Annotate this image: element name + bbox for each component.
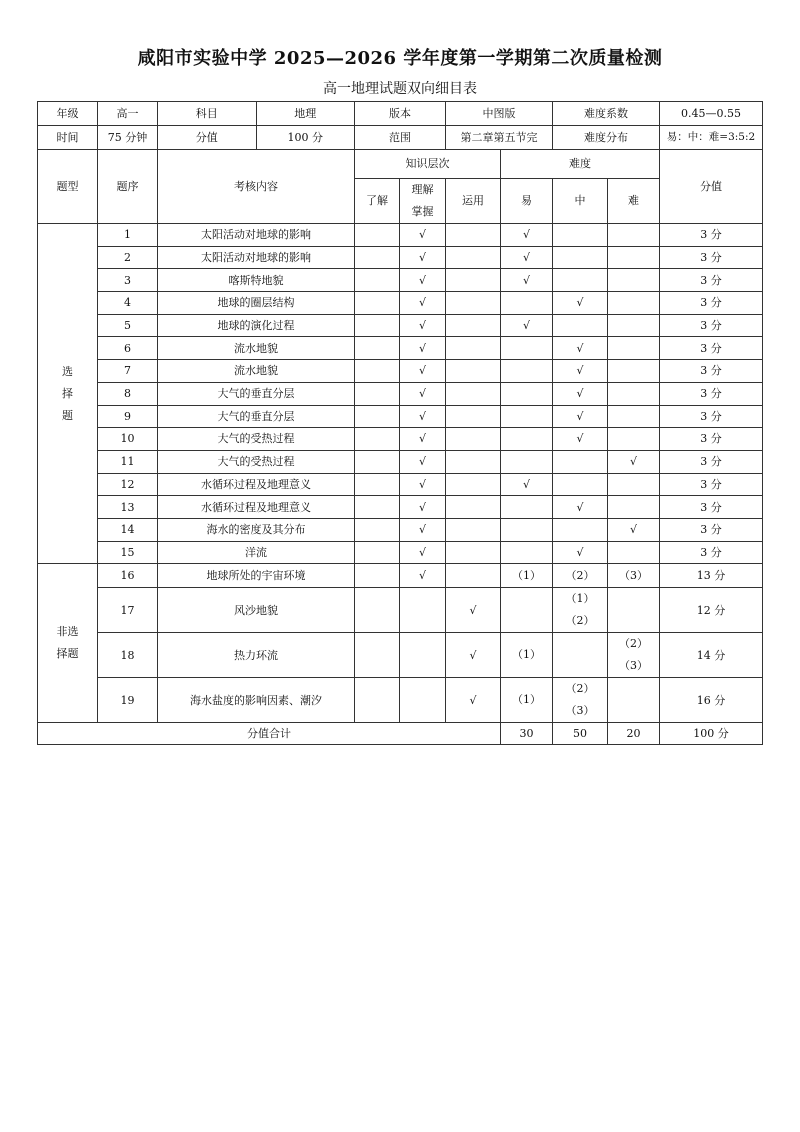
score-cell: 3 分 — [660, 541, 763, 564]
question-number: 19 — [98, 678, 158, 723]
question-content: 大气的受热过程 — [158, 450, 355, 473]
table-row — [38, 246, 763, 269]
empty-cell — [355, 496, 400, 519]
empty-cell — [553, 473, 608, 496]
question-number: 15 — [98, 541, 158, 564]
empty-cell — [501, 405, 553, 428]
difficulty-parts — [553, 588, 608, 633]
info-cell: 年级 — [38, 102, 98, 126]
question-content: 流水地貌 — [158, 337, 355, 360]
empty-cell — [446, 473, 501, 496]
score-cell: 3 分 — [660, 360, 763, 383]
info-cell: 版本 — [355, 102, 446, 126]
empty-cell — [355, 541, 400, 564]
empty-cell — [608, 224, 660, 247]
empty-cell — [553, 450, 608, 473]
empty-cell — [553, 269, 608, 292]
check-mark: √ — [553, 382, 608, 405]
header-difficulty: 难度 — [501, 150, 660, 179]
empty-cell — [501, 518, 553, 541]
empty-cell — [355, 450, 400, 473]
empty-cell — [446, 292, 501, 315]
empty-cell — [553, 246, 608, 269]
header-content: 考核内容 — [158, 150, 355, 224]
score-cell: 3 分 — [660, 518, 763, 541]
table-row — [38, 314, 763, 337]
table-row — [38, 292, 763, 315]
empty-cell — [355, 360, 400, 383]
table-body — [38, 102, 763, 745]
difficulty-parts — [608, 633, 660, 678]
sub-question-label: （1） — [512, 648, 541, 662]
info-cell-score-value: 100 分 — [287, 130, 323, 144]
header-comprehend — [400, 179, 446, 224]
empty-cell — [608, 360, 660, 383]
table-row — [38, 633, 763, 678]
check-mark: √ — [501, 246, 553, 269]
check-mark: √ — [400, 246, 446, 269]
score-cell: 3 分 — [660, 269, 763, 292]
check-mark: √ — [400, 360, 446, 383]
check-mark: √ — [553, 337, 608, 360]
total-row — [38, 723, 763, 745]
question-number: 9 — [98, 405, 158, 428]
question-content: 海水的密度及其分布 — [158, 518, 355, 541]
empty-cell — [446, 564, 501, 588]
question-number: 11 — [98, 450, 158, 473]
question-number: 5 — [98, 314, 158, 337]
question-number: 2 — [98, 246, 158, 269]
question-number: 4 — [98, 292, 158, 315]
info-cell-subject-label: 科目 — [158, 102, 257, 125]
difficulty-parts — [608, 588, 660, 633]
difficulty-parts — [501, 564, 553, 588]
empty-cell — [355, 633, 400, 678]
empty-cell — [446, 428, 501, 451]
score-cell: 3 分 — [660, 337, 763, 360]
check-mark: √ — [553, 405, 608, 428]
group-label-char: 择 — [62, 386, 73, 400]
empty-cell — [608, 428, 660, 451]
score-cell: 13 分 — [660, 564, 763, 588]
group-label-char: 选 — [62, 364, 73, 378]
specification-table — [37, 101, 763, 745]
sub-question-label: （1） — [512, 693, 541, 707]
empty-cell — [501, 337, 553, 360]
empty-cell — [501, 450, 553, 473]
question-content: 地球所处的宇宙环境 — [158, 564, 355, 588]
sub-question-label: （3） — [619, 568, 648, 582]
score-cell: 3 分 — [660, 473, 763, 496]
header-comprehend-line2: 掌握 — [411, 205, 434, 218]
empty-cell — [608, 473, 660, 496]
score-cell: 3 分 — [660, 428, 763, 451]
info-cell: 75 分钟 — [98, 126, 158, 150]
question-number: 16 — [98, 564, 158, 588]
header-easy: 易 — [501, 179, 553, 224]
header-type: 题型 — [38, 150, 98, 224]
question-content: 洋流 — [158, 541, 355, 564]
check-mark: √ — [446, 588, 501, 633]
check-mark: √ — [400, 564, 446, 588]
header-comprehend-line1: 理解 — [411, 183, 434, 196]
question-content: 喀斯特地貌 — [158, 269, 355, 292]
info-cell: 中图版 — [446, 102, 553, 126]
info-cell — [158, 126, 355, 150]
empty-cell — [608, 292, 660, 315]
info-cell-score-label: 分值 — [158, 126, 257, 149]
question-number: 17 — [98, 588, 158, 633]
header-medium: 中 — [553, 179, 608, 224]
check-mark: √ — [400, 269, 446, 292]
score-cell: 3 分 — [660, 292, 763, 315]
question-content: 水循环过程及地理意义 — [158, 496, 355, 519]
question-number: 1 — [98, 224, 158, 247]
empty-cell — [501, 360, 553, 383]
score-cell: 3 分 — [660, 405, 763, 428]
sub-question-label: （2） — [565, 568, 595, 582]
table-row — [38, 678, 763, 723]
table-row — [38, 269, 763, 292]
check-mark: √ — [400, 405, 446, 428]
empty-cell — [355, 588, 400, 633]
question-content: 太阳活动对地球的影响 — [158, 224, 355, 247]
question-content: 大气的垂直分层 — [158, 382, 355, 405]
difficulty-parts — [608, 678, 660, 723]
table-subtitle: 高一地理试题双向细目表 — [323, 81, 477, 97]
check-mark: √ — [553, 496, 608, 519]
question-content: 地球的演化过程 — [158, 314, 355, 337]
question-content: 地球的圈层结构 — [158, 292, 355, 315]
empty-cell — [501, 292, 553, 315]
empty-cell — [355, 564, 400, 588]
question-number: 6 — [98, 337, 158, 360]
question-number: 7 — [98, 360, 158, 383]
question-number: 12 — [98, 473, 158, 496]
question-number: 14 — [98, 518, 158, 541]
question-number: 10 — [98, 428, 158, 451]
check-mark: √ — [608, 450, 660, 473]
table-row — [38, 360, 763, 383]
empty-cell — [501, 428, 553, 451]
check-mark: √ — [553, 541, 608, 564]
empty-cell — [355, 224, 400, 247]
empty-cell — [355, 678, 400, 723]
empty-cell — [355, 314, 400, 337]
question-content: 水循环过程及地理意义 — [158, 473, 355, 496]
empty-cell — [400, 588, 446, 633]
total-score: 100 分 — [660, 723, 763, 745]
question-number: 13 — [98, 496, 158, 519]
difficulty-parts — [553, 564, 608, 588]
empty-cell — [355, 473, 400, 496]
table-row — [38, 450, 763, 473]
check-mark: √ — [400, 518, 446, 541]
info-cell: 难度系数 — [553, 102, 660, 126]
table-row — [38, 428, 763, 451]
question-content: 太阳活动对地球的影响 — [158, 246, 355, 269]
sub-question-label: （2） — [565, 682, 595, 696]
info-row-grade — [38, 102, 763, 126]
empty-cell — [446, 337, 501, 360]
total-hard: 20 — [608, 723, 660, 745]
empty-cell — [446, 541, 501, 564]
table-row — [38, 588, 763, 633]
empty-cell — [446, 496, 501, 519]
empty-cell — [355, 246, 400, 269]
check-mark: √ — [400, 496, 446, 519]
check-mark: √ — [400, 314, 446, 337]
question-number: 3 — [98, 269, 158, 292]
empty-cell — [355, 382, 400, 405]
header-knowledge-level: 知识层次 — [355, 150, 501, 179]
empty-cell — [446, 246, 501, 269]
check-mark: √ — [400, 473, 446, 496]
info-cell: 难度分布 — [553, 126, 660, 150]
check-mark: √ — [446, 633, 501, 678]
empty-cell — [355, 405, 400, 428]
check-mark: √ — [400, 382, 446, 405]
score-cell: 3 分 — [660, 314, 763, 337]
info-cell: 范围 — [355, 126, 446, 150]
empty-cell — [446, 382, 501, 405]
check-mark: √ — [501, 269, 553, 292]
empty-cell — [608, 246, 660, 269]
sub-question-label: （1） — [512, 568, 541, 582]
table-row — [38, 337, 763, 360]
header-number: 题序 — [98, 150, 158, 224]
check-mark: √ — [501, 314, 553, 337]
empty-cell — [400, 633, 446, 678]
info-cell: 0.45—0.55 — [660, 102, 763, 126]
header-apply: 运用 — [446, 179, 501, 224]
empty-cell — [400, 678, 446, 723]
check-mark: √ — [446, 678, 501, 723]
difficulty-parts — [553, 633, 608, 678]
table-row — [38, 518, 763, 541]
question-content: 海水盐度的影响因素、潮汐 — [158, 678, 355, 723]
header-score: 分值 — [660, 150, 763, 224]
question-number: 8 — [98, 382, 158, 405]
check-mark: √ — [400, 337, 446, 360]
sub-question-label: （3） — [619, 659, 648, 673]
group-label-line: 非选 — [56, 625, 79, 639]
group-nonchoice-label — [38, 564, 98, 723]
total-label: 分值合计 — [38, 723, 501, 745]
empty-cell — [446, 269, 501, 292]
empty-cell — [553, 314, 608, 337]
difficulty-parts — [608, 564, 660, 588]
info-row-time — [38, 126, 763, 150]
empty-cell — [608, 382, 660, 405]
sub-question-label: （1） — [565, 592, 595, 606]
score-cell: 3 分 — [660, 224, 763, 247]
total-easy: 30 — [501, 723, 553, 745]
info-cell: 第二章第五节完 — [446, 126, 553, 150]
check-mark: √ — [400, 541, 446, 564]
empty-cell — [355, 337, 400, 360]
info-cell — [158, 102, 355, 126]
sub-question-label: （3） — [565, 704, 595, 718]
info-cell: 易：中：难=3:5:2 — [660, 126, 763, 150]
score-cell: 3 分 — [660, 382, 763, 405]
empty-cell — [501, 382, 553, 405]
check-mark: √ — [501, 224, 553, 247]
empty-cell — [355, 518, 400, 541]
empty-cell — [608, 405, 660, 428]
empty-cell — [446, 450, 501, 473]
table-row — [38, 541, 763, 564]
score-cell: 12 分 — [660, 588, 763, 633]
empty-cell — [608, 541, 660, 564]
question-content: 流水地貌 — [158, 360, 355, 383]
empty-cell — [553, 518, 608, 541]
score-cell: 3 分 — [660, 246, 763, 269]
table-row — [38, 496, 763, 519]
table-row — [38, 564, 763, 588]
difficulty-parts — [501, 633, 553, 678]
info-cell-subject-value: 地理 — [294, 106, 317, 120]
difficulty-parts — [553, 678, 608, 723]
empty-cell — [355, 269, 400, 292]
check-mark: √ — [400, 450, 446, 473]
empty-cell — [608, 269, 660, 292]
header-hard: 难 — [608, 179, 660, 224]
total-medium: 50 — [553, 723, 608, 745]
check-mark: √ — [501, 473, 553, 496]
empty-cell — [608, 337, 660, 360]
question-content: 大气的受热过程 — [158, 428, 355, 451]
header-row-1 — [38, 150, 763, 179]
group-choice-label — [38, 224, 98, 564]
question-number: 18 — [98, 633, 158, 678]
check-mark: √ — [553, 360, 608, 383]
check-mark: √ — [400, 428, 446, 451]
header-understand: 了解 — [355, 179, 400, 224]
check-mark: √ — [553, 292, 608, 315]
table-row — [38, 224, 763, 247]
sub-question-label: （2） — [619, 637, 648, 651]
empty-cell — [501, 496, 553, 519]
document-title: 咸阳市实验中学 2025—2026 学年度第一学期第二次质量检测 — [137, 48, 663, 69]
check-mark: √ — [400, 292, 446, 315]
info-cell: 高一 — [98, 102, 158, 126]
score-cell: 3 分 — [660, 450, 763, 473]
score-cell: 3 分 — [660, 496, 763, 519]
empty-cell — [553, 224, 608, 247]
check-mark: √ — [400, 224, 446, 247]
empty-cell — [446, 224, 501, 247]
info-cell: 时间 — [38, 126, 98, 150]
score-cell: 14 分 — [660, 633, 763, 678]
empty-cell — [446, 518, 501, 541]
score-cell: 16 分 — [660, 678, 763, 723]
check-mark: √ — [608, 518, 660, 541]
group-label-char: 题 — [62, 408, 73, 422]
question-content: 热力环流 — [158, 633, 355, 678]
empty-cell — [608, 314, 660, 337]
table-row — [38, 382, 763, 405]
empty-cell — [446, 405, 501, 428]
difficulty-parts — [501, 678, 553, 723]
difficulty-parts — [501, 588, 553, 633]
empty-cell — [446, 360, 501, 383]
sub-question-label: （2） — [565, 614, 595, 628]
empty-cell — [446, 314, 501, 337]
empty-cell — [355, 292, 400, 315]
table-row — [38, 405, 763, 428]
empty-cell — [501, 541, 553, 564]
group-label-line: 择题 — [56, 647, 79, 661]
check-mark: √ — [553, 428, 608, 451]
question-content: 风沙地貌 — [158, 588, 355, 633]
empty-cell — [608, 496, 660, 519]
empty-cell — [355, 428, 400, 451]
question-content: 大气的垂直分层 — [158, 405, 355, 428]
table-row — [38, 473, 763, 496]
